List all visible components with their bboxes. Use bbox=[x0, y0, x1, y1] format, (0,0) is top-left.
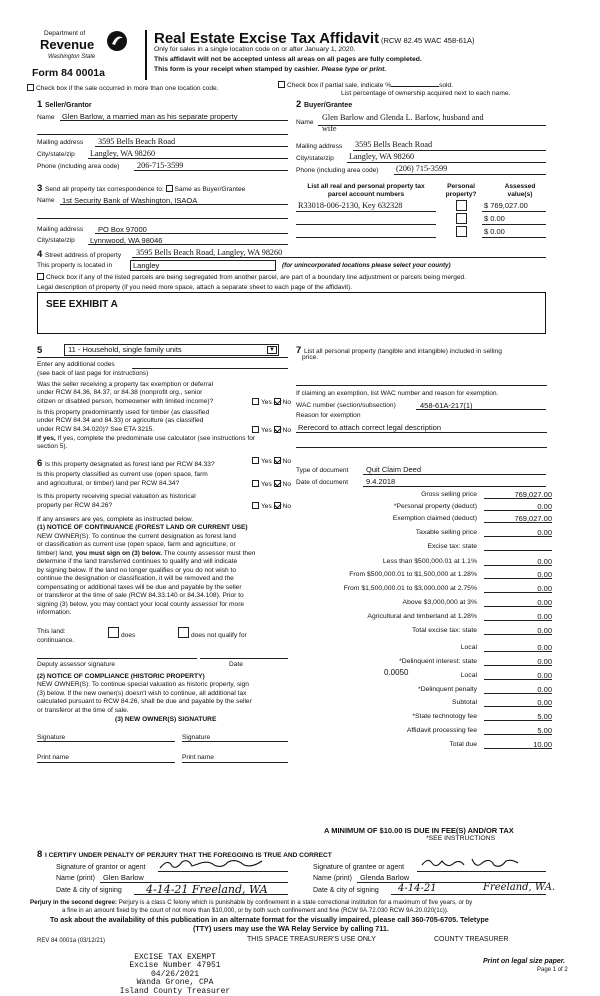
calc-label: Gross selling price bbox=[421, 491, 477, 498]
parcels-header-4: property? bbox=[445, 191, 477, 198]
county-treasurer: COUNTY TREASURER bbox=[434, 936, 509, 943]
calc-label: Taxable selling price bbox=[415, 529, 477, 536]
grantor-name: Glen Barlow bbox=[103, 873, 144, 882]
calc-line bbox=[484, 620, 552, 621]
continuance-6: continue the designation or classification, it will be removed and the bbox=[37, 575, 234, 582]
historic-answer[interactable] bbox=[252, 502, 291, 511]
q-timber-answer[interactable] bbox=[252, 426, 291, 435]
calc-line bbox=[484, 606, 552, 607]
section-5-number: 5 bbox=[37, 345, 43, 356]
deputy-sig-line bbox=[37, 658, 197, 659]
calc-value: 0.00 bbox=[537, 671, 552, 680]
calc-value: 5.00 bbox=[537, 726, 552, 735]
stamp-line-4: Wanda Grone, CPA bbox=[136, 978, 214, 988]
forest-answer[interactable] bbox=[252, 457, 291, 466]
value-line-3 bbox=[482, 237, 546, 238]
buyer-phone-line bbox=[394, 174, 546, 175]
grantor-name-label: Name (print) bbox=[56, 875, 95, 882]
additional-codes-label: Enter any additional codes bbox=[37, 361, 115, 368]
corr-mail-label: Mailing address bbox=[37, 226, 84, 233]
calc-line bbox=[484, 510, 552, 511]
doc-type-label: Type of document bbox=[296, 467, 349, 474]
section-3-heading: 3 Send all property tax correspondence to: Same as Buyer/Grantee bbox=[37, 183, 246, 194]
c3a: timber) land, bbox=[37, 550, 76, 557]
historic-1: NEW OWNER(S): To continue special valuation as historic property, sign bbox=[37, 681, 249, 688]
minimum-due: A MINIMUM OF $10.00 IS DUE IN FEE(S) AND/OR TAX bbox=[324, 826, 514, 835]
parcel-line-2 bbox=[296, 224, 436, 225]
revenue-logo bbox=[34, 30, 134, 70]
chevron-down-icon[interactable]: ▼ bbox=[267, 346, 277, 354]
personal-property-checkbox-3[interactable] bbox=[456, 226, 467, 237]
header-divider bbox=[145, 30, 147, 80]
corr-mail: PO Box 97000 bbox=[98, 225, 147, 234]
land-use-value: 11 - Household, single family units bbox=[68, 345, 182, 354]
buyer-name-line bbox=[318, 125, 546, 126]
header-line-1: Only for sales in a single location code on or after January 1, 2020. bbox=[154, 46, 356, 53]
buyer-city-label: City/state/zip bbox=[296, 155, 334, 162]
calc-label: *Delinquent interest: state bbox=[399, 658, 477, 665]
yes-label: Yes bbox=[261, 399, 272, 406]
header-line-3a: This form is your receipt when stamped by cashier. bbox=[154, 66, 322, 73]
calc-value: 0.00 bbox=[537, 598, 552, 607]
legal-description: SEE EXHIBIT A bbox=[46, 299, 118, 310]
calc-label: Subtotal bbox=[452, 699, 477, 706]
buyer-phone: (206) 715-3599 bbox=[396, 164, 448, 173]
section-7-heading: 7 List all personal property (tangible and intangible) included in selling bbox=[296, 345, 502, 356]
reason-label: Reason for exemption bbox=[296, 412, 361, 419]
section-1-heading bbox=[37, 99, 92, 110]
personal-property-line bbox=[296, 385, 547, 386]
does-not-label: does not qualify for bbox=[191, 632, 247, 639]
continuance-2: or classification as current use (open space, farm and agriculture, or bbox=[37, 541, 236, 548]
parcel-line-1 bbox=[296, 211, 436, 212]
no-label: No bbox=[282, 503, 292, 510]
calc-value: 5.00 bbox=[537, 712, 552, 721]
calc-label: Total excise tax: state bbox=[412, 627, 477, 634]
calc-value: 0.00 bbox=[537, 657, 552, 666]
calc-value: 0.00 bbox=[537, 584, 552, 593]
grantor-date-city: 4-14-21 Freeland, WA bbox=[146, 883, 268, 896]
does-not-option[interactable] bbox=[178, 627, 247, 640]
header-line-3b: Please type or print. bbox=[321, 66, 387, 73]
exemption-reason: Rerecord to attach correct legal description bbox=[298, 423, 441, 432]
yes-label: Yes bbox=[261, 427, 272, 434]
check-multi-location[interactable] bbox=[27, 84, 219, 93]
calc-label: Exemption claimed (deduct) bbox=[392, 515, 477, 522]
grantee-city: Freeland, WA. bbox=[483, 882, 556, 893]
seller-mail-label: Mailing address bbox=[37, 139, 84, 146]
new-owner-sig-heading: (3) NEW OWNER(S) SIGNATURE bbox=[115, 716, 217, 723]
forest-question: Is this property designated as forest land per RCW 84.33? bbox=[44, 461, 215, 468]
reason-line-1 bbox=[296, 432, 547, 433]
grantor-date-label: Date & city of signing bbox=[56, 887, 122, 894]
print-legal: Print on legal size paper. bbox=[483, 958, 566, 965]
certify-text: I CERTIFY UNDER PENALTY OF PERJURY THAT THE FOREGOING IS TRUE AND CORRECT bbox=[44, 852, 332, 859]
see-instructions: *SEE INSTRUCTIONS bbox=[426, 835, 496, 842]
perjury-title: Perjury in the second degree: bbox=[30, 899, 117, 906]
alt-format-2: (TTY) users may use the WA Relay Service by calling 711. bbox=[193, 924, 389, 933]
no-label: No bbox=[282, 458, 292, 465]
calc-value: 769,027.00 bbox=[514, 490, 552, 499]
grantee-name: Glenda Barlow bbox=[360, 873, 410, 882]
calc-line bbox=[484, 565, 552, 566]
segregated-label: Check box if any of the listed parcels are being segregated from another parcel, are part of a boundary line adjustment or parcels being merged. bbox=[46, 274, 467, 281]
uninc-note: (for unincorporated locations please select your county) bbox=[282, 262, 451, 269]
check-partial-label: Check box if partial sale, indicate % bbox=[287, 82, 392, 89]
calc-line bbox=[484, 693, 552, 694]
calc-line bbox=[484, 748, 552, 749]
no-checkbox-checked[interactable] bbox=[274, 398, 281, 405]
value-line-1 bbox=[482, 211, 546, 212]
calc-label: Local bbox=[460, 644, 477, 651]
grantee-name-label: Name (print) bbox=[313, 875, 352, 882]
calc-value: 0.00 bbox=[537, 557, 552, 566]
legal-description-box[interactable] bbox=[37, 292, 546, 334]
no-checkbox-checked[interactable] bbox=[274, 480, 281, 487]
corr-name-label: Name bbox=[37, 197, 55, 204]
does-not-checkbox[interactable] bbox=[178, 627, 189, 638]
corr-label: Send all property tax correspondence to: bbox=[44, 186, 164, 193]
seller-phone-label: Phone (including area code) bbox=[37, 163, 120, 170]
exemption-note: If claiming an exemption, list WAC number and reason for exemption. bbox=[296, 390, 499, 397]
q-timber-4 bbox=[37, 435, 255, 443]
owner-sig-label-1: Signature bbox=[37, 734, 66, 741]
calc-line bbox=[484, 498, 552, 499]
calc-label: Total due bbox=[449, 741, 477, 748]
parcels-header-2: parcel account numbers bbox=[327, 191, 405, 198]
calc-value: 0.00 bbox=[537, 502, 552, 511]
section-6-q1: 6 Is this property designated as forest land per RCW 84.33? bbox=[37, 458, 215, 469]
parcels-header-5: Assessed bbox=[504, 183, 536, 190]
c3c: The county assessor must then bbox=[162, 550, 256, 557]
grantor-sig-label: Signature of grantor or agent bbox=[56, 864, 146, 871]
grantee-date-label: Date & city of signing bbox=[313, 887, 379, 894]
yes-label: Yes bbox=[261, 458, 272, 465]
assessed-value-1: $ 769,027.00 bbox=[484, 201, 528, 210]
calc-label: *Delinquent penalty bbox=[418, 686, 477, 693]
calc-value: 0.00 bbox=[537, 612, 552, 621]
section-4-heading: 4 Street address of property bbox=[37, 249, 122, 260]
additional-codes-note: (see back of last page for instructions) bbox=[37, 370, 149, 377]
current-use-q2: and agricultural, or timber) land per RCW 84.34? bbox=[37, 480, 180, 487]
continuance-10: information. bbox=[37, 609, 72, 616]
stamp-line-2: Excise Number 47951 bbox=[129, 961, 221, 971]
perjury-text: Perjury is a class C felony which is punishable by confinement in a state correctional institution for a maximum of five years, or by bbox=[117, 899, 473, 906]
revenue-wordmark: Revenue bbox=[40, 37, 95, 52]
assessed-value-3: $ 0.00 bbox=[484, 227, 505, 236]
buyer-mail: 3595 Bells Beach Road bbox=[355, 140, 433, 149]
deputy-sig-label: Deputy assessor signature bbox=[37, 661, 116, 668]
stamp-line-1: EXCISE TAX EXEMPT bbox=[134, 953, 216, 962]
grantor-signature bbox=[158, 856, 268, 872]
alt-format-1: To ask about the availability of this publication in an alternate format for the visually impaired, please call 360-705-6705. Teletype bbox=[50, 915, 489, 924]
q-timber-1: Is this property predominantly used for timber (as classified bbox=[37, 409, 210, 416]
section-2-heading: 2 Buyer/Grantee bbox=[296, 99, 353, 110]
current-use-answer[interactable] bbox=[252, 480, 291, 489]
buyer-name-2: wife bbox=[322, 124, 337, 133]
calc-value: 769,027.00 bbox=[514, 514, 552, 523]
q-exemption-3: citizen or disabled person, homeowner with limited income)? bbox=[37, 398, 214, 405]
seller-name: Glen Barlow, a married man as his separate property bbox=[62, 112, 238, 121]
assessed-value-2: $ 0.00 bbox=[484, 214, 505, 223]
codes-line bbox=[132, 368, 288, 369]
seller-extra-line bbox=[37, 134, 288, 135]
corr-name: 1st Security Bank of Washington, ISAOA bbox=[62, 196, 198, 205]
deputy-date-line bbox=[200, 658, 288, 659]
buyer-mail-line bbox=[353, 150, 546, 151]
reason-line-2 bbox=[296, 447, 547, 448]
yes-checkbox[interactable] bbox=[252, 457, 259, 464]
header-line-3 bbox=[154, 66, 386, 74]
street-label: Street address of property bbox=[44, 252, 122, 259]
grantee-sig-label: Signature of grantee or agent bbox=[313, 864, 405, 871]
corr-city-label: City/state/zip bbox=[37, 237, 75, 244]
q-exemption-answer[interactable] bbox=[252, 398, 291, 407]
section-5-rule bbox=[37, 357, 288, 358]
doc-date-line bbox=[363, 486, 546, 487]
perjury-line-1 bbox=[30, 899, 472, 906]
doc-date: 9.4.2018 bbox=[366, 477, 396, 486]
corr-extra-line bbox=[37, 218, 288, 219]
continuance-7: compensating or additional taxes will be due and payable by the seller bbox=[37, 584, 242, 591]
check-partial-sale[interactable] bbox=[278, 81, 453, 90]
deputy-date-label: Date bbox=[229, 661, 243, 668]
continuance-5: by signing below. If the land no longer qualifies or you do not wish to bbox=[37, 567, 237, 574]
calc-label: *State technology fee bbox=[412, 713, 477, 720]
treasurer-use: THIS SPACE TREASURER'S USE ONLY bbox=[247, 936, 376, 943]
no-label: No bbox=[282, 399, 292, 406]
calc-value: 0.00 bbox=[537, 626, 552, 635]
seller-name-label: Name bbox=[37, 114, 55, 121]
dept-label: Department of bbox=[44, 30, 86, 37]
continuance-label: continuance. bbox=[37, 637, 75, 644]
header-line-2: This affidavit will not be accepted unless all areas on all pages are fully completed. bbox=[154, 56, 422, 63]
q-exemption-1: Was the seller receiving a property tax exemption or deferral bbox=[37, 381, 214, 388]
does-option[interactable] bbox=[108, 627, 135, 640]
seller-city: Langley, WA 98260 bbox=[90, 149, 156, 158]
same-as-buyer-checkbox[interactable] bbox=[166, 185, 173, 192]
doc-date-label: Date of document bbox=[296, 479, 349, 486]
buyer-city: Langley, WA 98260 bbox=[349, 152, 415, 161]
historic-3: calculated pursuant to RCW 84.26, shall be due and payable by the seller bbox=[37, 698, 252, 705]
historic-4: or transferor at the time of sale. bbox=[37, 707, 129, 714]
segregated-check[interactable] bbox=[37, 273, 466, 282]
current-use-q1: Is this property classified as current use (open space, farm bbox=[37, 471, 208, 478]
yes-checkbox[interactable] bbox=[252, 502, 259, 509]
land-use-select[interactable] bbox=[64, 344, 279, 356]
seller-mail: 3595 Bells Beach Road bbox=[98, 137, 176, 146]
q-timber-5: section 5). bbox=[37, 443, 68, 450]
buyer-heading: Buyer/Grantee bbox=[303, 102, 353, 109]
calc-value: 0.00 bbox=[537, 698, 552, 707]
does-label: does bbox=[121, 632, 136, 639]
owner-print-line-2 bbox=[182, 762, 288, 763]
personal-property-label: List all personal property (tangible and intangible) included in selling bbox=[303, 348, 502, 355]
historic-q2: property per RCW 84.26? bbox=[37, 502, 113, 509]
calc-value: 0.00 bbox=[537, 570, 552, 579]
calc-line bbox=[484, 536, 552, 537]
doc-type-line bbox=[363, 474, 546, 475]
check-sold-label: sold. bbox=[439, 82, 454, 89]
yes-checkbox[interactable] bbox=[252, 398, 259, 405]
q-timber-4-text: If yes, complete the predominate use calculator (see instructions for bbox=[57, 435, 256, 442]
corr-same: Same as Buyer/Grantee bbox=[174, 186, 246, 193]
historic-q1: Is this property receiving special valuation as historical bbox=[37, 493, 196, 500]
form-number: Form 84 0001a bbox=[32, 67, 105, 79]
calc-line bbox=[484, 634, 552, 635]
calc-label: Affidavit processing fee bbox=[406, 727, 477, 734]
owner-print-label-1: Print name bbox=[37, 754, 69, 761]
calc-label: *Personal property (deduct) bbox=[393, 503, 477, 510]
section-8-heading: 8 I CERTIFY UNDER PENALTY OF PERJURY THAT THE FOREGOING IS TRUE AND CORRECT bbox=[37, 849, 332, 860]
value-line-2 bbox=[482, 224, 546, 225]
parcel-line-3 bbox=[296, 237, 436, 238]
parcel-number: R33018-006-2130, Key 632328 bbox=[298, 201, 403, 210]
location-value: Langley bbox=[133, 261, 160, 270]
calc-label: Excise tax: state bbox=[427, 543, 477, 550]
owner-sig-label-2: Signature bbox=[182, 734, 211, 741]
parcels-header-1: List all real and personal property tax bbox=[307, 183, 425, 190]
if-yes: If yes, bbox=[37, 435, 58, 442]
calc-value: 0.00 bbox=[537, 685, 552, 694]
checkbox[interactable] bbox=[278, 81, 285, 88]
notice-continuance: (1) NOTICE OF CONTINUANCE (FOREST LAND OR CURRENT USE) bbox=[37, 524, 248, 531]
calc-value: 0.00 bbox=[537, 528, 552, 537]
parcels-header-6: value(s) bbox=[507, 191, 533, 198]
seller-phone: 206-715-3599 bbox=[137, 161, 184, 170]
stamp-line-5: Island County Treasurer bbox=[119, 986, 231, 996]
owner-print-label-2: Print name bbox=[182, 754, 214, 761]
calc-value: 10.00 bbox=[533, 740, 552, 749]
personal-property-label-2: price. bbox=[302, 354, 319, 361]
calc-line bbox=[484, 522, 552, 523]
if-any-yes: If any answers are yes, complete as instructed below. bbox=[37, 516, 194, 523]
no-label: No bbox=[282, 481, 292, 488]
no-checkbox-checked[interactable] bbox=[274, 457, 281, 464]
buyer-mail-label: Mailing address bbox=[296, 143, 343, 150]
yes-label: Yes bbox=[261, 481, 272, 488]
legal-label: Legal description of property (if you need more space, attach a separate sheet to each page of the affidavit). bbox=[37, 284, 353, 291]
seller-heading: Seller/Grantor bbox=[44, 102, 92, 109]
continuance-8: or transferor at the time of sale (RCW 84.33.140 or 84.34.108). Prior to bbox=[37, 592, 244, 599]
calc-line bbox=[484, 720, 552, 721]
form-title-text: Real Estate Excise Tax Affidavit bbox=[154, 30, 380, 47]
calc-label: Agricultural and timberland at 1.28% bbox=[367, 613, 477, 620]
calc-label: From $1,500,000.01 to $3,000,000 at 2.75% bbox=[343, 585, 477, 592]
calc-label: From $500,000.01 to $1,500,000 at 1.28% bbox=[349, 571, 477, 578]
grantee-signature bbox=[420, 855, 520, 872]
calc-label: Above $3,000,000 at 3% bbox=[402, 599, 477, 606]
calc-line bbox=[484, 706, 552, 707]
located-label: This property is located in bbox=[37, 262, 113, 269]
personal-property-checkbox-1[interactable] bbox=[456, 200, 467, 211]
form-citation: (RCW 82.45 WAC 458-61A) bbox=[380, 36, 475, 45]
local-rate: 0.0050 bbox=[384, 668, 409, 677]
calc-label: Local bbox=[460, 672, 477, 679]
no-checkbox-checked[interactable] bbox=[274, 426, 281, 433]
checkbox[interactable] bbox=[37, 273, 44, 280]
personal-property-checkbox-2[interactable] bbox=[456, 213, 467, 224]
continuance-9: signing (3) below, you may contact your local county assessor for more bbox=[37, 601, 245, 608]
owner-print-line-1 bbox=[37, 762, 175, 763]
historic-2: (3) below. If the new owner(s) doesn't wish to continue, all additional tax bbox=[37, 690, 247, 697]
calc-line bbox=[484, 665, 552, 666]
yes-checkbox[interactable] bbox=[252, 480, 259, 487]
q-timber-3: under RCW 84.34.020)? See ETA 3215. bbox=[37, 426, 155, 433]
calc-line bbox=[484, 734, 552, 735]
state-label: Washington State bbox=[48, 54, 96, 60]
seller-city-label: City/state/zip bbox=[37, 151, 75, 158]
calc-line bbox=[484, 679, 552, 680]
continuance-3 bbox=[37, 550, 255, 558]
doc-type: Quit Claim Deed bbox=[366, 465, 422, 474]
continuance-1: NEW OWNER(S): To continue the current designation as forest land bbox=[37, 533, 236, 540]
grantee-date: 4-14-21 bbox=[398, 883, 437, 894]
calc-line bbox=[484, 550, 552, 551]
stamp-line-3: 04/26/2021 bbox=[150, 969, 199, 979]
calc-line bbox=[484, 592, 552, 593]
does-checkbox[interactable] bbox=[108, 627, 119, 638]
buyer-name-1: Glen Barlow and Glenda L. Barlow, husband and bbox=[322, 113, 484, 122]
no-checkbox-checked[interactable] bbox=[274, 502, 281, 509]
parcels-header-3: Personal bbox=[447, 183, 475, 190]
no-label: No bbox=[282, 427, 292, 434]
wac-number: 458-61A-217(1) bbox=[420, 401, 473, 410]
corr-city: Lynnwood, WA 98046 bbox=[90, 236, 163, 245]
street-address: 3595 Bells Beach Road, Langley, WA 98260 bbox=[136, 248, 283, 257]
wac-label: WAC number (section/subsection) bbox=[296, 402, 396, 409]
buyer-phone-label: Phone (including area code) bbox=[296, 167, 379, 174]
location-select[interactable] bbox=[130, 260, 276, 271]
calc-line bbox=[484, 578, 552, 579]
q-exemption-2: under RCW 84.36, 84.37, or 84.38 (nonprofit org., senior bbox=[37, 389, 203, 396]
continuance-4: determine if the land transferred continues to qualify and will indicate bbox=[37, 558, 238, 565]
page-number: Page 1 of 2 bbox=[537, 967, 568, 973]
this-land-label: This land: bbox=[37, 628, 66, 635]
check-multi-location-label: Check box if the sale occurred in more than one location code. bbox=[36, 85, 219, 92]
buyer-name-label: Name bbox=[296, 119, 314, 126]
q-timber-2: under RCW 84.34 and 84.33) or agriculture (as classified bbox=[37, 417, 204, 424]
calc-value: 0.00 bbox=[537, 643, 552, 652]
yes-label: Yes bbox=[261, 503, 272, 510]
revenue-swirl-icon bbox=[106, 30, 128, 52]
yes-checkbox[interactable] bbox=[252, 426, 259, 433]
ownership-note: List percentage of ownership acquired next to each name. bbox=[341, 90, 511, 97]
calc-line bbox=[484, 651, 552, 652]
checkbox[interactable] bbox=[27, 84, 34, 91]
section-1-number: 1 bbox=[37, 99, 45, 110]
c3b: you must sign on (3) below. bbox=[75, 550, 163, 557]
notice-compliance: (2) NOTICE OF COMPLIANCE (HISTORIC PROPERTY) bbox=[37, 673, 205, 680]
buyer-city-line bbox=[347, 162, 546, 163]
rev-number: REV 84 0001a (03/12/21) bbox=[37, 938, 106, 944]
treasurer-stamp bbox=[115, 954, 235, 996]
calc-label: Less than $500,000.01 at 1.1% bbox=[382, 558, 477, 565]
perjury-line-2: a fine in an amount fixed by the court of not more than $10,000, or by both such confinement and fine (RCW 9A.72.030 RCW 9A.20.020(1c)). bbox=[62, 907, 449, 914]
